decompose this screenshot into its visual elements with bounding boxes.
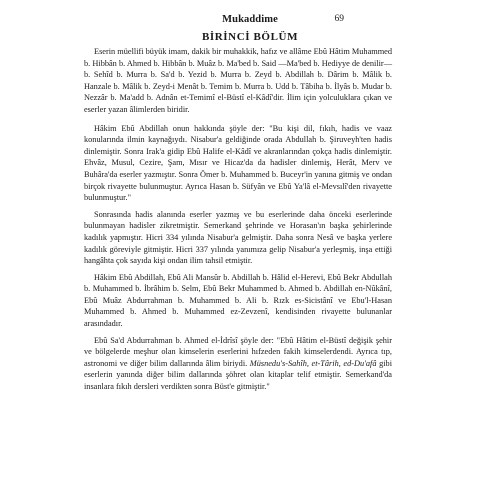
paragraph-5-text-end: gibi eserlerin yanında diğer bilim dallarında şöhret olan kitaplar telif etmiştir. Semerkand'da insanlara fıkıh dersleri verdikten sonra Büst'e gitmiştir." (84, 358, 393, 392)
chapter-title: BİRİNCİ BÖLÜM (201, 31, 299, 43)
paragraph-5 (84, 335, 392, 393)
page-number: 69 (334, 14, 344, 24)
paragraph-4: Hâkim Ebû Abdillah, Ebû Ali Mansûr b. Abdillah b. Hâlid el-Herevi, Ebû Bekr Abdullah b. Muhammed b. İbrâhim b. Selm, Ebû Bekr Muhammed b. Ahmed b. Abdillah en-Nûkânî, Ebû Muâz Abdurrahman b. Muhammed b. Ali b. Rızk es-Sicistânî ve Ebu'l-Hasan Muhammed b. Ahmed b. Muhammed ez-Zevzenî, kendisinden rivayette bulunanlar arasındadır. (84, 272, 392, 329)
page-header (24, 14, 476, 28)
running-head: Mukaddime (222, 14, 278, 25)
body-text (24, 46, 476, 393)
paragraph-5-text-start: Ebû Sa'd Abdurrahman b. Ahmed el-İdrîsî şöyle der: "Ebû Hâtim el-Büstî değişik şehir ve bölgelerde meşhur olan kimselerin eserlerini hıfzeden fakih kimselerdendi. Ayrıca tıp, astronomi ve diğer bilim dallarında âlim biriydi. (84, 335, 392, 368)
paragraph-5-book-titles: Müsnedu's-Sahîh, et-Târih, ed-Du'afâ (249, 358, 377, 368)
paragraph-3: Sonrasında hadis alanında eserler yazmış ve bu eserlerinde daha önceki eserlerinde bulunmayan hadisler zikretmiştir. Semerkand şehrinde ve Horasan'ın başka şehirlerinde kadılık yapmıştır. Hicri 334 yılında Nisabur'a gelmiştir. Daha sonra Nesâ ve başka yerlere kadılık göreviyle gitmiştir. Hicri 337 yılında yanımıza gelip Nisabur'a yerleşmiş, inşa ettiği hangâhta çok sayıda kişi ondan ilim tahsil etmiştir. (84, 209, 392, 266)
paragraph-2: Hâkim Ebû Abdillah onun hakkında şöyle der: "Bu kişi dil, fıkıh, hadis ve vaaz konularında ilmin kaynağıydı. Nisabur'a geldiğinde orada Abdullah b. Şiruveyh'ten hadis dinlemiştir. Sonra Irak'a gidip Ebû Halife el-Kâdî ve akranlarından çokça hadis dinlemiştir. Ehvâz, Musul, Cezire, Şam, Mısır ve Hicaz'da da hadisler dinlemiş, Herât, Merv ve Buhâra'da eserler yazmıştır. Sonra Ömer b. Muhammed b. Buceyr'in yanına gitmiş ve ondan birçok rivayette bulunmuştur. Ayrıca Hasan b. Süfyân ve Ebû Ya'lâ el-Mevsılî'den rivayette bulunmuştur." (84, 123, 392, 203)
paragraph-1: Eserin müellifi büyük imam, dakik bir muhakkik, hafız ve allâme Ebû Hâtim Muhammed b. Hibbân b. Ahmed b. Hibbân b. Muâz b. Ma'bed b. Said —Ma'bed b. Hediyye de denilir— b. Sehîd b. Murra b. Sa'd b. Yezid b. Murra b. Zeyd b. Abdillah b. Dârim b. Mâlik b. Hanzale b. Mâlik b. Zeyd-i Menât b. Temim b. Murra b. Udd b. Tâbiha b. İlyâs b. Mudar b. Nezzâr b. Ma'add b. Adnân et-Temimî el-Büstî el-Kâdî'dir. İlim için yolculuklara çıkan ve eserler yazan âlimlerden biridir. (84, 47, 392, 114)
